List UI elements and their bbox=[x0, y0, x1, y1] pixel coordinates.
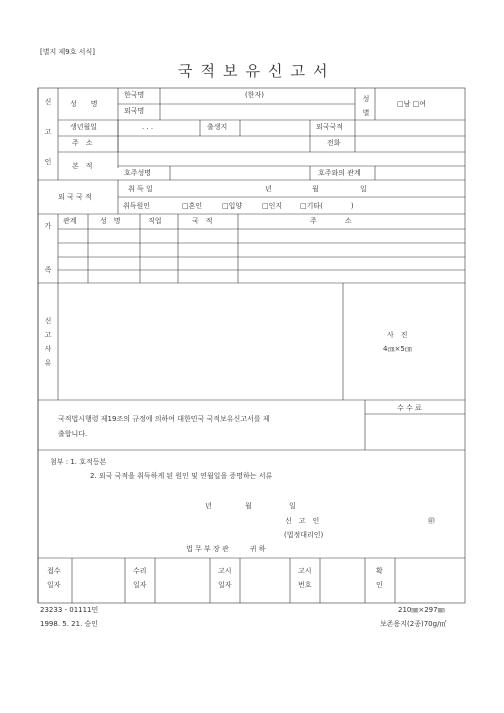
acceptance-label-1: 수리 bbox=[133, 567, 147, 575]
photo-size: 4㎝×5㎝ bbox=[383, 345, 412, 353]
applicant-section-label-3: 인 bbox=[44, 158, 52, 166]
reason-label-1: 신 bbox=[44, 317, 52, 325]
family-col-relation: 관계 bbox=[63, 217, 77, 225]
gender-label: 성 별 bbox=[362, 95, 370, 117]
statement-line-2: 출합니다. bbox=[58, 430, 88, 438]
receipt-label-2: 일자 bbox=[47, 581, 61, 589]
hanja-label: (한자) bbox=[245, 91, 264, 99]
reason-label-4: 유 bbox=[44, 359, 52, 367]
applicant-section-label-2: 고 bbox=[44, 128, 52, 136]
notice-date-label-2: 일자 bbox=[218, 581, 232, 589]
acquisition-year-label: 년 bbox=[265, 185, 272, 193]
footer-size: 210㎜×297㎜ bbox=[398, 606, 445, 614]
submit-year-label: 년 bbox=[205, 502, 212, 510]
name-label: 성 명 bbox=[70, 100, 98, 108]
page-title: 국적보유신고서 bbox=[178, 62, 336, 80]
acquisition-reason-label: 취득원인 bbox=[123, 202, 151, 210]
submit-month-label: 월 bbox=[245, 502, 252, 510]
reason-label-3: 사 bbox=[44, 345, 52, 353]
reason-marriage-checkbox[interactable]: □혼인 bbox=[182, 202, 203, 210]
reason-other-checkbox[interactable]: □기타( ) bbox=[300, 202, 354, 210]
family-col-nationality: 국 적 bbox=[192, 217, 213, 225]
birthplace-label: 출생지 bbox=[207, 123, 228, 131]
address-label: 주 소 bbox=[72, 139, 93, 147]
foreign-name-label: 외국명 bbox=[124, 107, 145, 115]
reason-adoption-checkbox[interactable]: □입양 bbox=[222, 202, 243, 210]
registry-label: 본 적 bbox=[72, 162, 93, 170]
reason-recognition-checkbox[interactable]: □인지 bbox=[262, 202, 283, 210]
family-col-address: 주 소 bbox=[310, 217, 352, 225]
gender-options[interactable]: □남 □여 bbox=[397, 100, 426, 108]
reason-label-2: 고 bbox=[44, 331, 52, 339]
fee-label: 수 수 료 bbox=[397, 404, 422, 412]
seal-mark: ㊞ bbox=[428, 517, 435, 525]
family-label-1: 가 bbox=[44, 222, 52, 230]
footer-approval: 1998. 5. 21. 승인 bbox=[40, 620, 99, 628]
confirm-label-2: 인 bbox=[376, 581, 383, 589]
confirm-label-1: 확 bbox=[376, 567, 383, 575]
phone-label: 전화 bbox=[327, 139, 341, 147]
footer-paper: 보존용지(2종)70g/㎡ bbox=[380, 620, 447, 628]
declarant-label: 신 고 인 bbox=[285, 517, 320, 525]
acquisition-day-label: 일 bbox=[360, 185, 367, 193]
form-number: [별지 제9호 서식] bbox=[40, 48, 95, 56]
notice-date-label-1: 고시 bbox=[218, 567, 232, 575]
notice-number-label-2: 번호 bbox=[298, 581, 312, 589]
foreign-nationality-section-label: 외 국 국 적 bbox=[58, 193, 92, 201]
statement-line-1: 국적법시행령 제19조의 규정에 의하여 대한민국 국적보유신고서를 제 bbox=[58, 415, 270, 423]
attachment-item-1: 첨부 : 1. 호적등본 bbox=[50, 458, 107, 466]
korean-name-label: 한국명 bbox=[124, 91, 145, 99]
acquisition-date-label: 취 득 일 bbox=[128, 185, 153, 193]
family-label-2: 족 bbox=[44, 266, 52, 274]
family-col-name: 성 명 bbox=[100, 217, 121, 225]
legal-representative-label: (법정대리인) bbox=[284, 531, 324, 539]
household-relation-label: 호주와의 관계 bbox=[318, 169, 361, 177]
photo-label: 사 진 bbox=[387, 331, 408, 339]
birthdate-label: 생년월일 bbox=[70, 123, 98, 131]
addressee: 법 무 부 장 관 귀 하 bbox=[186, 545, 266, 553]
attachment-item-2: 2. 외국 국적을 취득하게 된 원인 및 연월일을 증명하는 서류 bbox=[90, 472, 273, 480]
foreign-nationality-label: 외국국적 bbox=[316, 123, 344, 131]
receipt-label-1: 접수 bbox=[47, 567, 61, 575]
acceptance-label-2: 일자 bbox=[133, 581, 147, 589]
submit-day-label: 일 bbox=[289, 502, 296, 510]
birthdate-value[interactable]: . . . bbox=[142, 123, 154, 131]
household-head-name-label: 호주성명 bbox=[124, 169, 152, 177]
notice-number-label-1: 고시 bbox=[298, 567, 312, 575]
acquisition-month-label: 월 bbox=[312, 185, 319, 193]
footer-code: 23233 - 01111민 bbox=[40, 606, 99, 614]
family-col-job: 직업 bbox=[148, 217, 162, 225]
applicant-section-label-1: 신 bbox=[44, 98, 52, 106]
